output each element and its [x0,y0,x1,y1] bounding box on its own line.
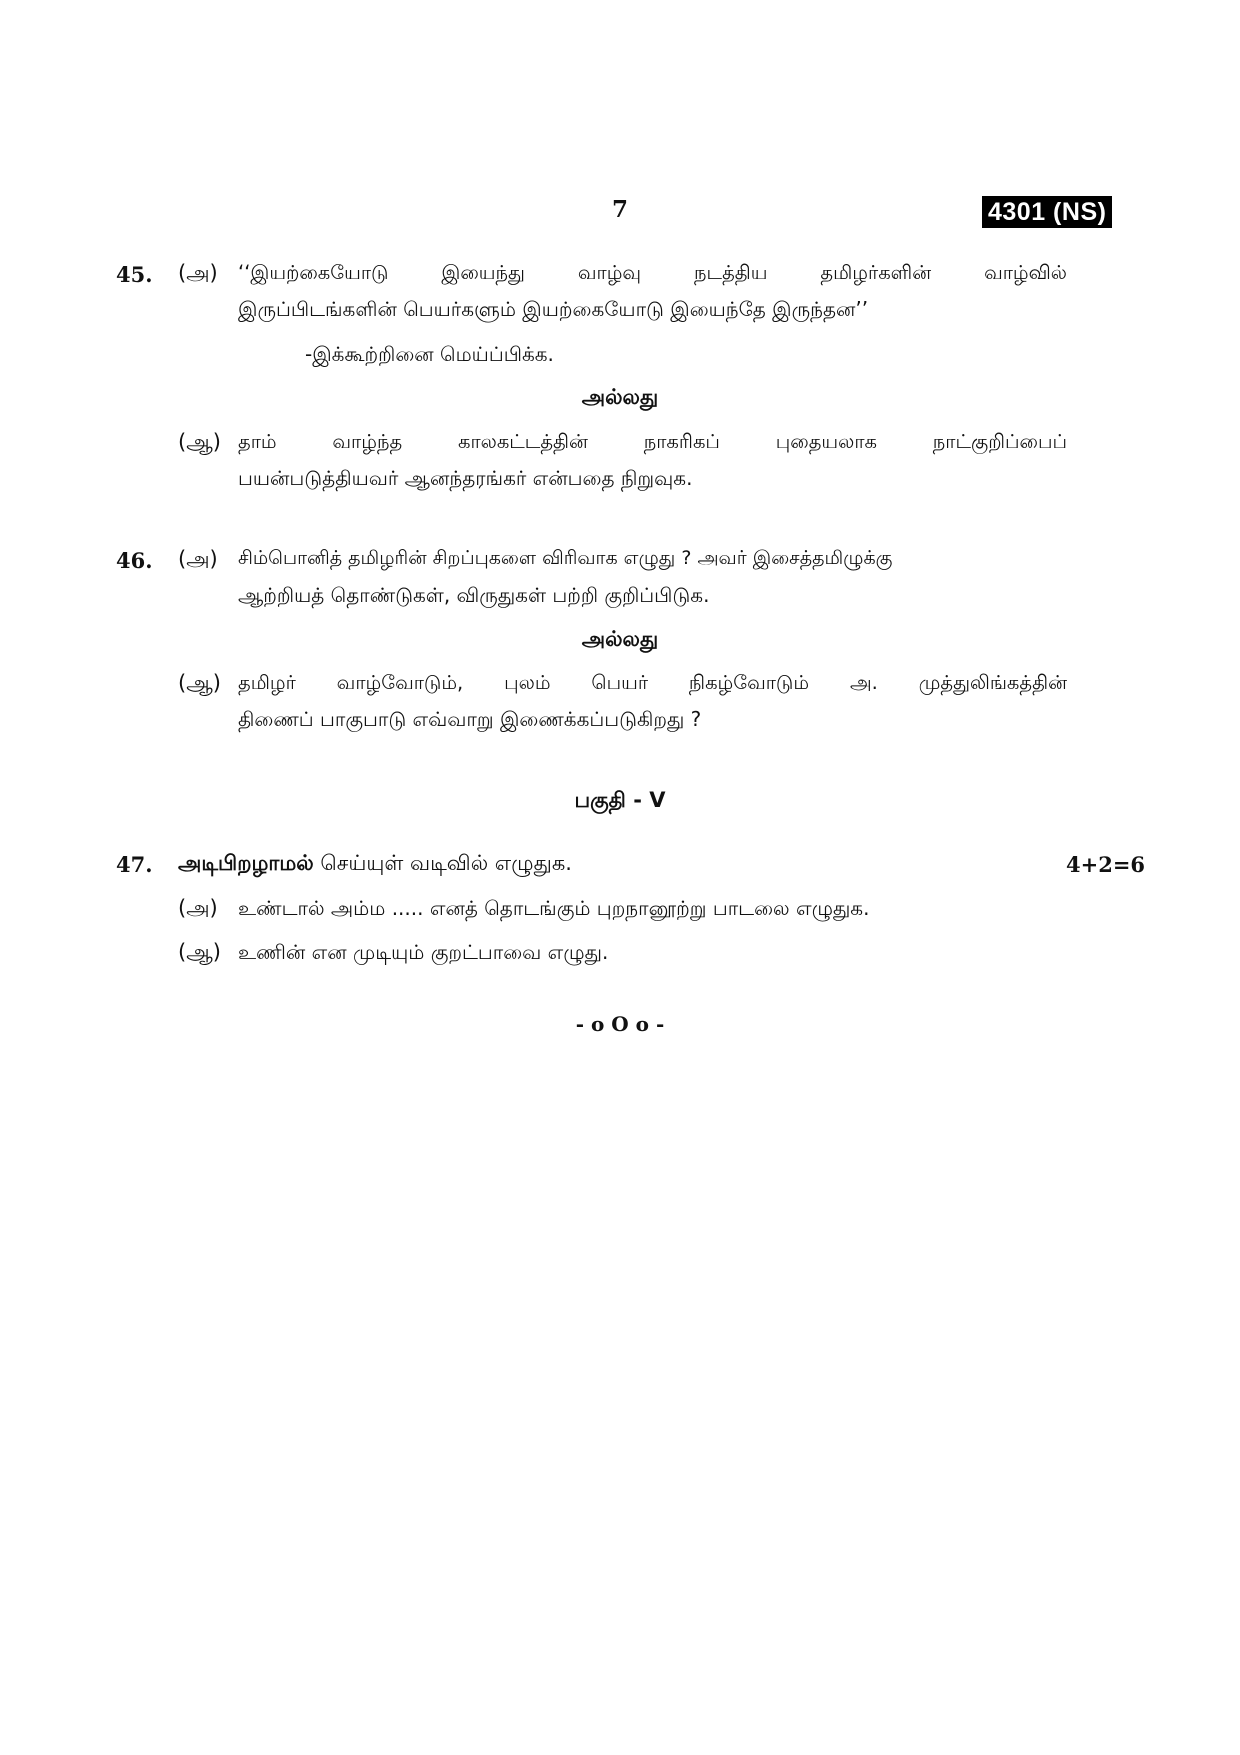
q45-or-separator: அல்லது [581,385,659,409]
q47-marks: 4+2=6 [1066,852,1146,877]
q45-option-a-label: (அ) [178,261,218,285]
q47-option-b-text: உணின் என முடியும் குறட்பாவை எழுது. [238,940,609,964]
q47-instruction [178,851,572,878]
q46-option-a-line2: ஆற்றியத் தொண்டுகள், விருதுகள் பற்றி குறிப்பிடுக. [238,583,710,607]
question-number-47: 47. [116,852,153,877]
q47-option-a-label: (அ) [178,896,218,920]
q46-option-b-line1: தமிழர் வாழ்வோடும், புலம் பெயர் நிகழ்வோடும் அ. முத்துலிங்கத்தின் [238,671,1067,694]
q46-or-separator: அல்லது [581,627,659,651]
q47-option-b-label: (ஆ) [178,940,221,964]
q45-option-b-label: (ஆ) [178,430,221,454]
q46-option-b-line2: திணைப் பாகுபாடு எவ்வாறு இணைக்கப்படுகிறது ? [238,707,702,731]
q45-option-a-line2: இருப்பிடங்களின் பெயர்களும் இயற்கையோடு இயைந்தே இருந்தன’’ [238,297,869,321]
question-number-45: 45. [116,262,153,287]
q46-option-b-label: (ஆ) [178,671,221,695]
q47-instruction-bold: அடிபிறழாமல் [178,851,314,875]
q46-option-a-label: (அ) [178,547,218,571]
q45-option-b-line1: தாம் வாழ்ந்த காலகட்டத்தின் நாகரிகப் புதையலாக நாட்குறிப்பைப் [238,430,1067,453]
q47-instruction-rest: செய்யுள் வடிவில் எழுதுக. [313,851,572,875]
end-of-paper-mark: - o O o - [575,1012,665,1036]
q45-option-b-line2: பயன்படுத்தியவர் ஆனந்தரங்கர் என்பதை நிறுவுக. [238,466,693,490]
q47-option-a-text: உண்டால் அம்ம ..... எனத் தொடங்கும் புறநானூற்று பாடலை எழுதுக. [238,896,870,920]
q46-option-a-line1: சிம்பொனித் தமிழரின் சிறப்புகளை விரிவாக எழுது ? அவர் இசைத்தமிழுக்கு [238,547,893,569]
page-number: 7 [611,196,628,223]
question-number-46: 46. [116,548,153,573]
paper-code-badge: 4301 (NS) [982,196,1112,228]
section-title: பகுதி - V [574,788,666,812]
q45-option-a-instruction: -இக்கூற்றினை மெய்ப்பிக்க. [305,342,554,366]
q45-option-a-line1: ‘‘இயற்கையோடு இயைந்து வாழ்வு நடத்திய தமிழர்களின் வாழ்வில் [238,261,1067,284]
